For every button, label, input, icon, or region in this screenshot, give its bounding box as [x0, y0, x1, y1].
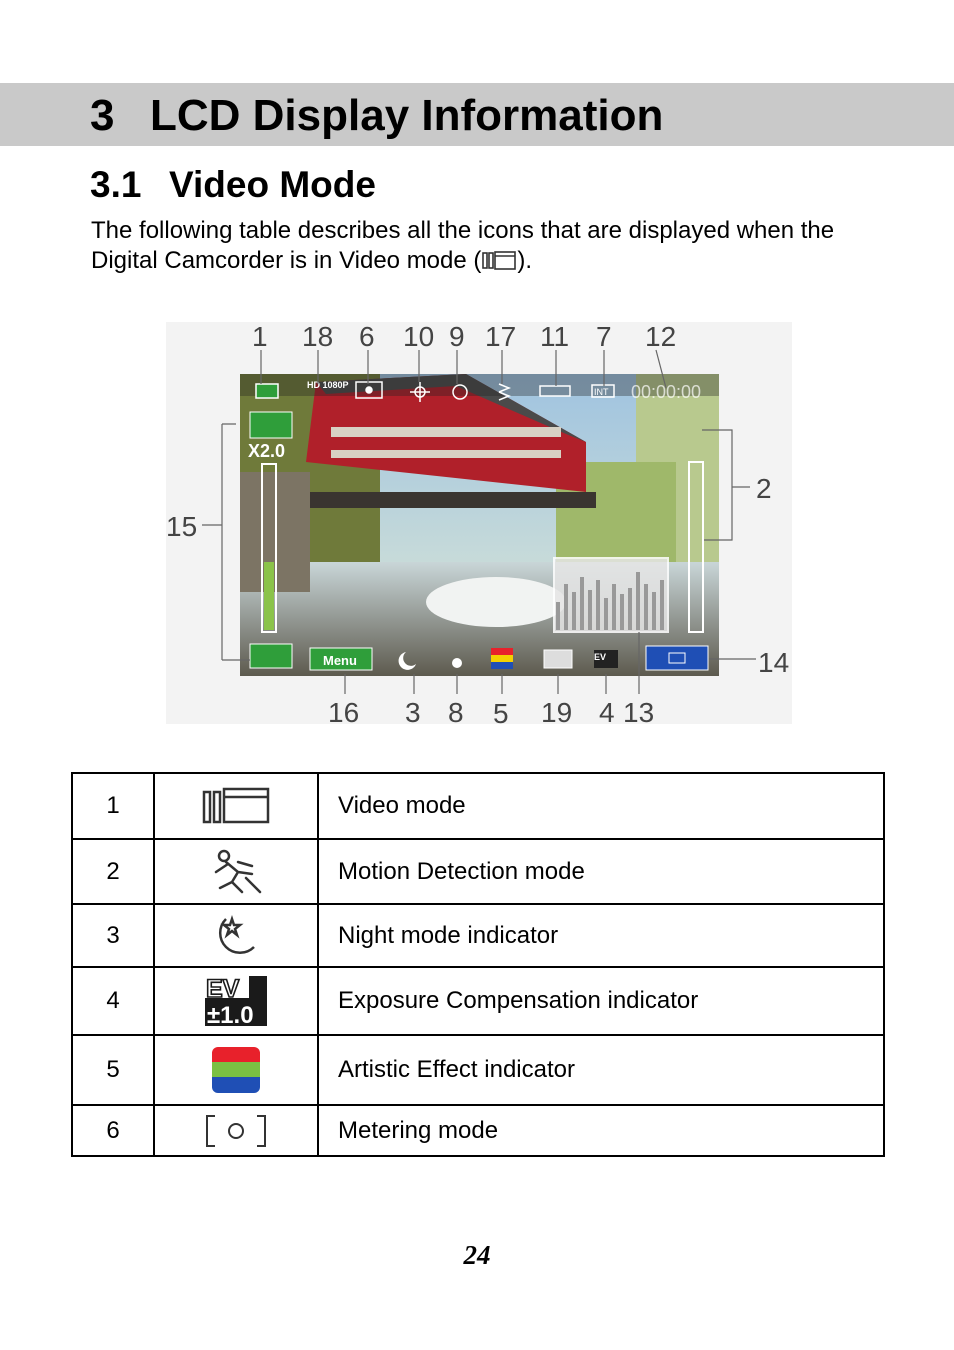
row-description: Artistic Effect indicator: [318, 1035, 884, 1105]
zoom-bar-fill: [264, 562, 274, 630]
callout-6: 6: [359, 322, 375, 352]
callout-11: 11: [540, 322, 570, 352]
night-mode-icon: [155, 913, 317, 959]
row-number: 3: [72, 904, 154, 967]
svg-text:±1.0: ±1.0: [207, 1002, 254, 1028]
intro-paragraph: The following table describes all the icons that are displayed when the Digital Camcorder is in Video mode ( ).: [91, 216, 881, 279]
callout-13: 13: [623, 697, 655, 724]
callout-16: 16: [328, 697, 360, 724]
row-description: Video mode: [318, 773, 884, 839]
resolution-badge: HD 1080P: [307, 380, 349, 390]
section-number: 3.1: [90, 164, 142, 205]
callout-14: 14: [758, 647, 790, 678]
callout-8: 8: [448, 697, 464, 724]
callout-3: 3: [405, 697, 421, 724]
callout-10: 10: [403, 322, 435, 352]
section-title: Video Mode: [169, 164, 376, 205]
lcd-display-figure: [166, 322, 792, 724]
chapter-number: 3: [90, 91, 115, 140]
zoom-wide-icon: [250, 644, 292, 668]
table-row: [72, 839, 884, 904]
table-row: [72, 967, 884, 1035]
exposure-compensation-icon: [155, 974, 317, 1028]
table-row: [72, 1035, 884, 1105]
table-row: [72, 904, 884, 967]
callout-5: 5: [493, 698, 509, 724]
callout-7: 7: [596, 322, 612, 352]
row-description: Motion Detection mode: [318, 839, 884, 904]
callout-1: 1: [252, 322, 268, 352]
callout-4: 4: [599, 697, 615, 724]
row-number: 2: [72, 839, 154, 904]
row-description: Metering mode: [318, 1105, 884, 1156]
menu-label: Menu: [323, 653, 357, 668]
callout-15: 15: [166, 511, 198, 542]
zoom-tele-icon: [250, 412, 292, 438]
page-number: 24: [463, 1240, 491, 1270]
callout-2: 2: [756, 473, 772, 504]
callout-17: 17: [485, 322, 517, 352]
video-mode-icon: [481, 249, 517, 279]
row-number: 1: [72, 773, 154, 839]
zoom-level: X2.0: [248, 441, 286, 461]
callout-19: 19: [541, 697, 573, 724]
memory-label: INT: [594, 387, 609, 397]
callout-12: 12: [645, 322, 677, 352]
record-time: 00:00:00: [631, 382, 702, 402]
row-description: Night mode indicator: [318, 904, 884, 967]
ev-label: EV: [594, 652, 607, 662]
video-mode-icon: [155, 786, 317, 826]
icon-table: [71, 772, 885, 1157]
row-number: 5: [72, 1035, 154, 1105]
callout-9: 9: [449, 322, 465, 352]
row-number: 6: [72, 1105, 154, 1156]
metering-mode-icon: [155, 1114, 317, 1148]
svg-text:EV: EV: [206, 975, 240, 1003]
row-number: 4: [72, 967, 154, 1035]
motion-detection-icon: [155, 848, 317, 896]
table-row: [72, 773, 884, 839]
chapter-title: LCD Display Information: [150, 91, 664, 140]
artistic-effect-icon: [155, 1046, 317, 1094]
row-description: Exposure Compensation indicator: [318, 967, 884, 1035]
table-row: [72, 1105, 884, 1156]
callout-18: 18: [302, 322, 334, 352]
histogram: [554, 558, 668, 632]
